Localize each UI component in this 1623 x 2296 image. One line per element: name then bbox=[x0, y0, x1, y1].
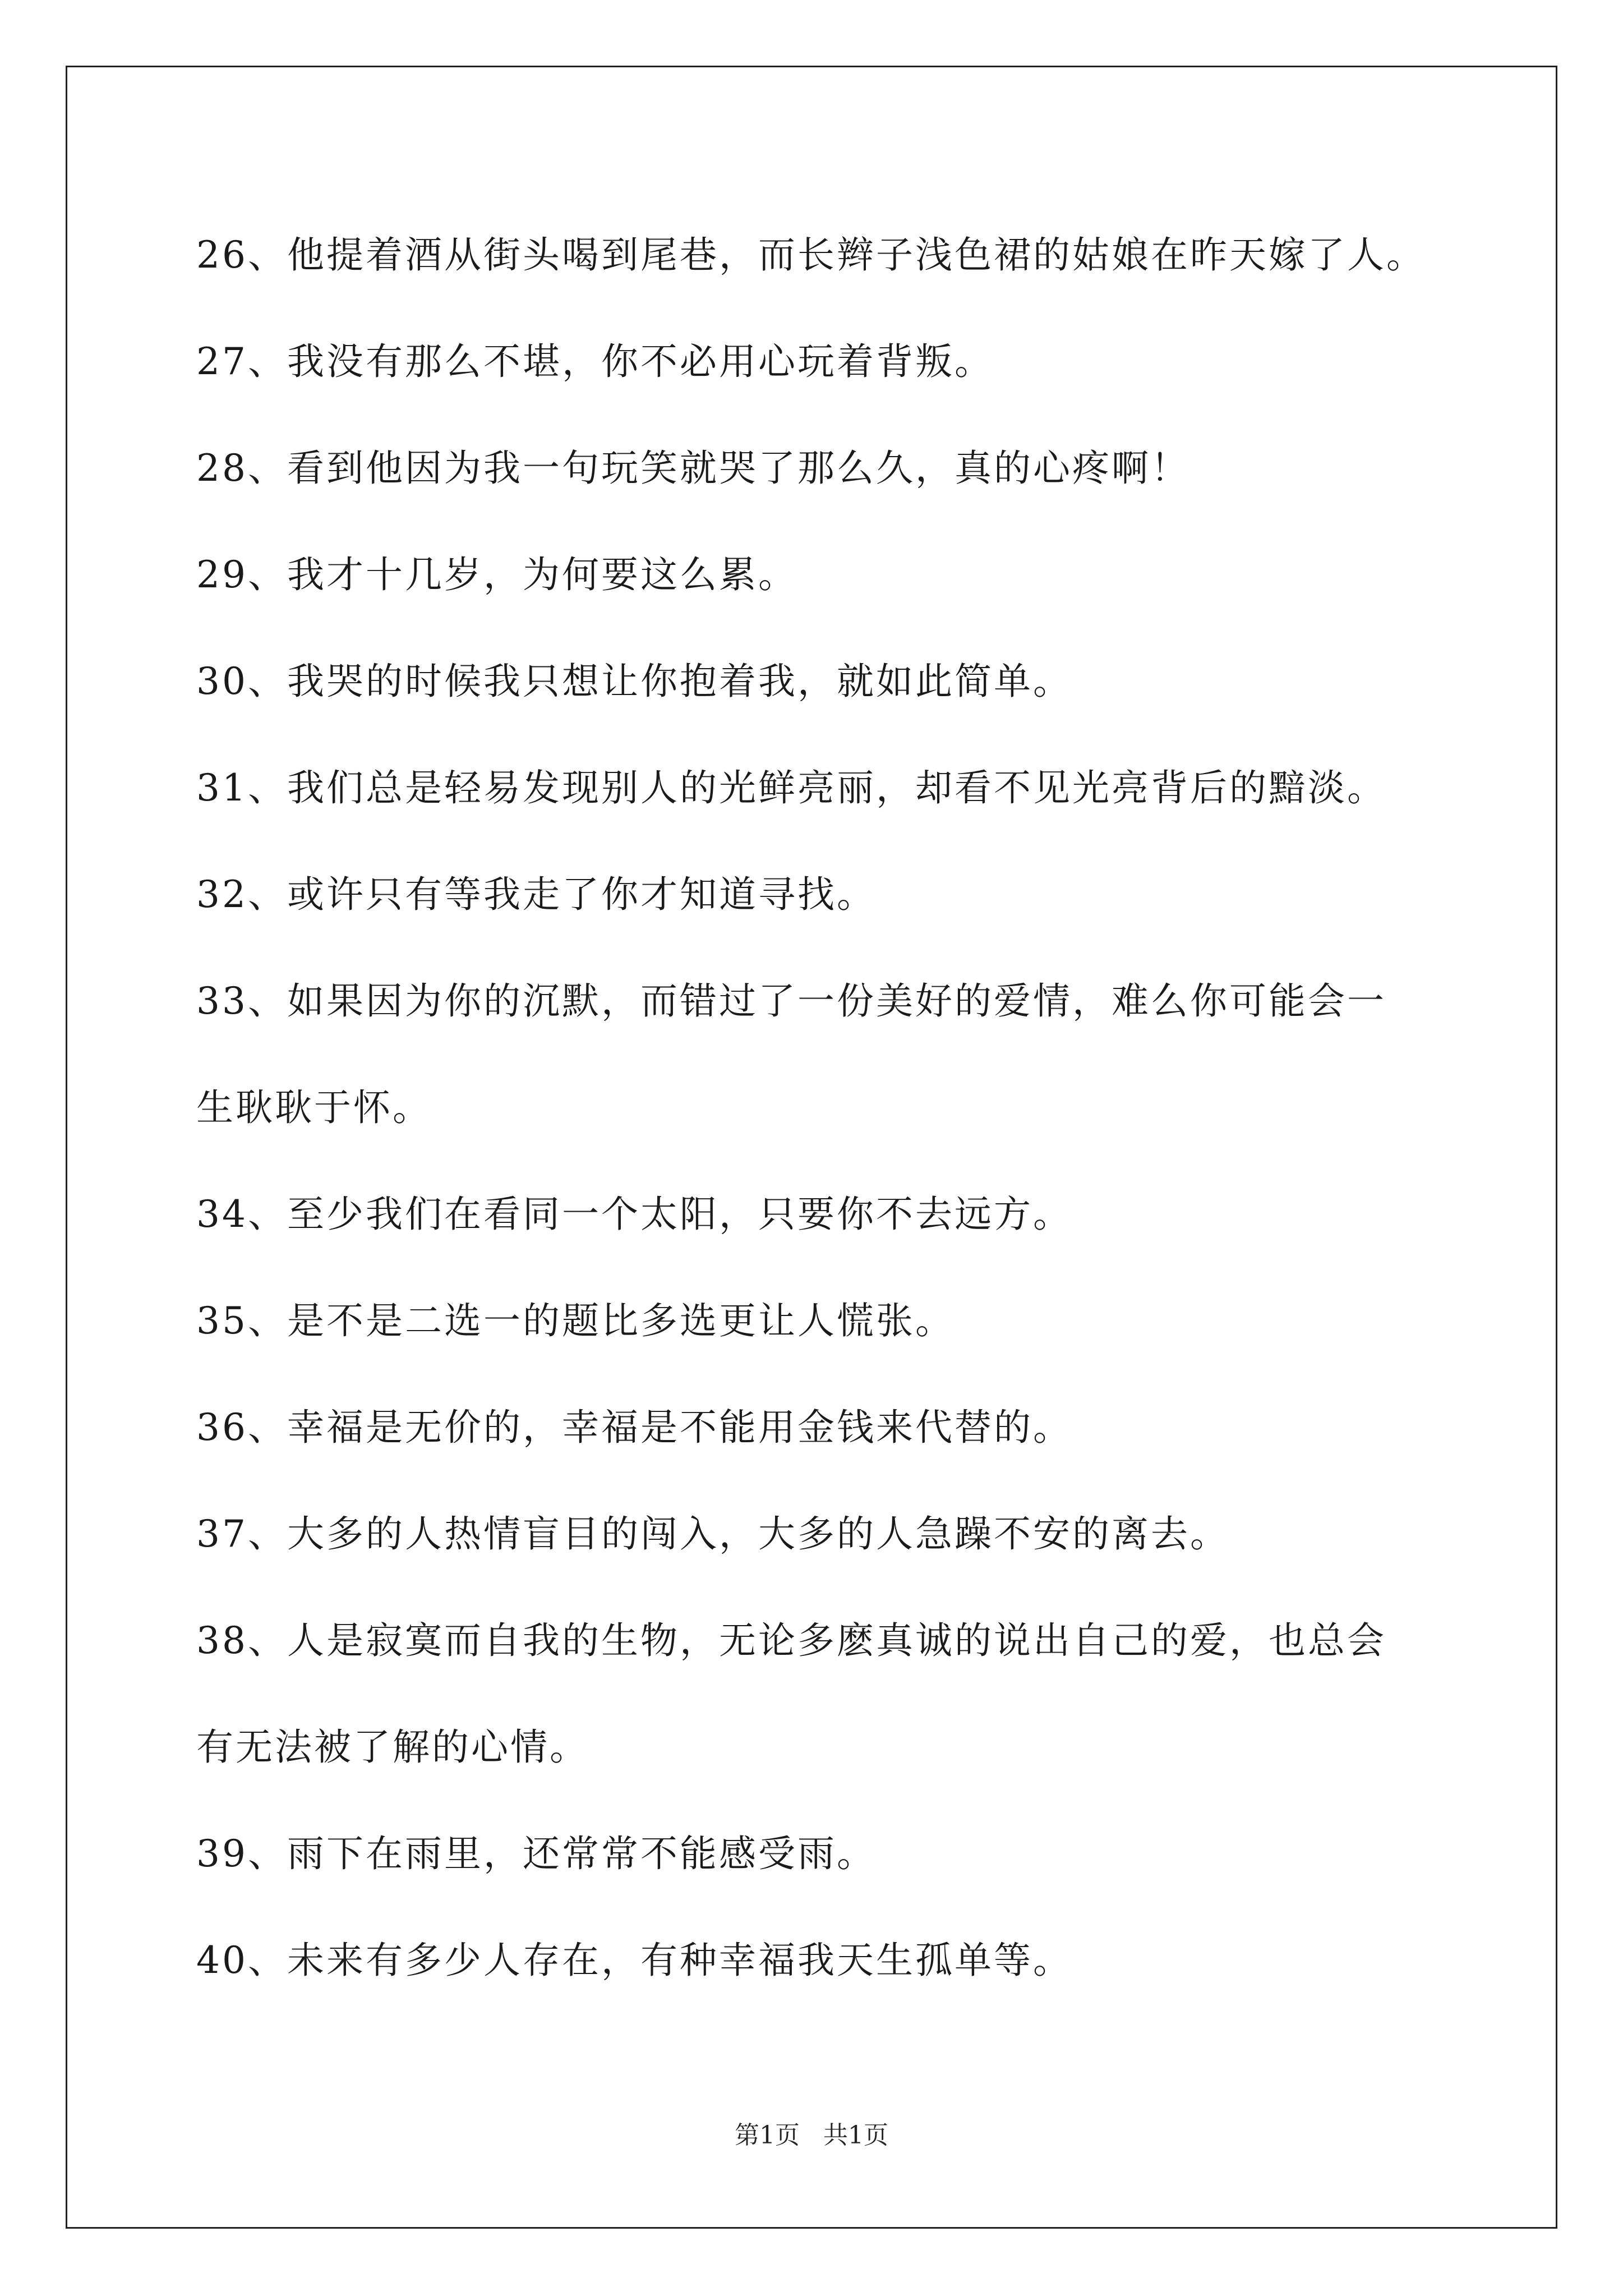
text-line: 29、我才十几岁，为何要这么累。 bbox=[196, 553, 797, 596]
text-line: 32、或许只有等我走了你才知道寻找。 bbox=[196, 873, 876, 916]
text-line: 26、他提着酒从街头喝到尾巷，而长辫子浅色裙的姑娘在昨天嫁了人。 bbox=[196, 233, 1426, 277]
text-line: 39、雨下在雨里，还常常不能感受雨。 bbox=[196, 1832, 876, 1875]
text-line: 34、至少我们在看同一个太阳，只要你不去远方。 bbox=[196, 1193, 1072, 1236]
text-line: 27、我没有那么不堪，你不必用心玩着背叛。 bbox=[196, 340, 994, 383]
page-number-footer: 第1页 共1页 bbox=[735, 2121, 888, 2150]
text-line: 33、如果因为你的沉默，而错过了一份美好的爱情，难么你可能会一 bbox=[196, 979, 1386, 1023]
text-line: 35、是不是二选一的题比多选更让人慌张。 bbox=[196, 1299, 955, 1342]
text-line: 38、人是寂寞而自我的生物，无论多麽真诚的说出自己的爱，也总会 bbox=[196, 1619, 1386, 1662]
text-line: 30、我哭的时候我只想让你抱着我，就如此简单。 bbox=[196, 660, 1072, 703]
text-line: 28、看到他因为我一句玩笑就哭了那么久，真的心疼啊！ bbox=[196, 447, 1190, 490]
text-line: 37、大多的人热情盲目的闯入，大多的人急躁不安的离去。 bbox=[196, 1512, 1229, 1556]
text-line: 有无法被了解的心情。 bbox=[196, 1726, 589, 1769]
document-body bbox=[196, 202, 1486, 2014]
text-line: 生耿耿于怀。 bbox=[196, 1086, 432, 1129]
text-line: 31、我们总是轻易发现别人的光鲜亮丽，却看不见光亮背后的黯淡。 bbox=[196, 766, 1386, 809]
text-line: 40、未来有多少人存在，有种幸福我天生孤单等。 bbox=[196, 1939, 1072, 1982]
text-line: 36、幸福是无价的，幸福是不能用金钱来代替的。 bbox=[196, 1406, 1072, 1449]
